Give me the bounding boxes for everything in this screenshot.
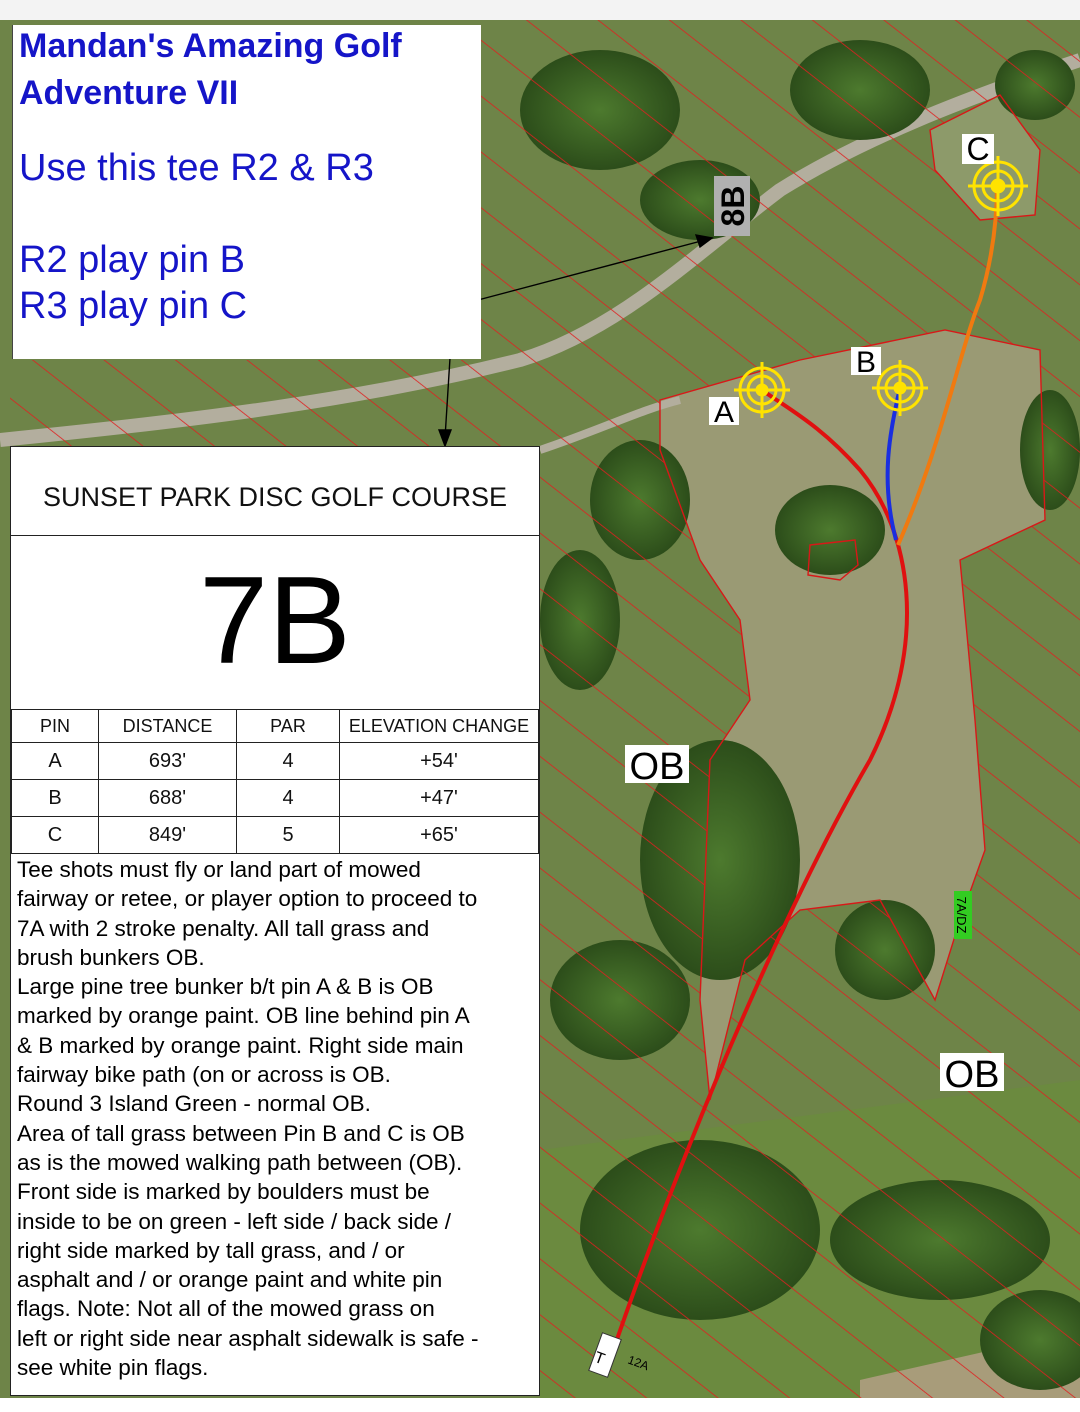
hole-stats-table xyxy=(11,709,539,854)
next-tee-label: 8B xyxy=(715,185,751,227)
pin-cell: A xyxy=(12,743,99,780)
rules-line: Tee shots must fly or land part of mowed xyxy=(17,857,421,882)
elevation-cell: +65' xyxy=(340,817,539,854)
rules-line: Round 3 Island Green - normal OB. xyxy=(17,1091,371,1117)
elevation-cell: +47' xyxy=(340,780,539,817)
next-tee-marker xyxy=(714,176,751,236)
rules-line: & B marked by orange paint. Right side main xyxy=(17,1032,464,1058)
rules-line: right side marked by tall grass, and / or xyxy=(17,1237,405,1263)
col-header-pin: PIN xyxy=(12,710,99,743)
elevation-cell: +54' xyxy=(340,743,539,780)
hole-info-card xyxy=(10,446,540,1396)
col-header-par: PAR xyxy=(237,710,340,743)
pin-a-label: A xyxy=(713,396,735,429)
col-header-distance: DISTANCE xyxy=(99,710,237,743)
distance-cell: 693' xyxy=(99,743,237,780)
tee-ref-label: 12A xyxy=(625,1352,651,1374)
rules-line: fairway bike path (on or across is OB. xyxy=(17,1062,391,1088)
rules-line: asphalt and / or orange paint and white pin xyxy=(17,1267,443,1293)
drop-zone-marker xyxy=(954,891,972,939)
pin-b-label: B xyxy=(855,346,877,379)
distance-cell: 849' xyxy=(99,817,237,854)
pin-cell: C xyxy=(12,817,99,854)
rules-line: 7A with 2 stroke penalty. All tall grass and xyxy=(17,915,430,941)
pin-b-label-box xyxy=(851,346,881,379)
hole-rules-text xyxy=(17,855,537,1382)
table-row xyxy=(12,743,539,780)
table-row xyxy=(12,817,539,854)
ob-label-left: OB xyxy=(629,746,685,788)
col-header-elevation: ELEVATION CHANGE xyxy=(340,710,539,743)
pin-a-label-box xyxy=(709,396,739,429)
event-title-line1: Mandan's Amazing Golf xyxy=(19,27,402,65)
event-title-line2: Adventure VII xyxy=(19,74,239,112)
rules-line: as is the mowed walking path between (OB). xyxy=(17,1149,463,1175)
window-bottom-bar xyxy=(0,1398,1080,1412)
ob-label-right: OB xyxy=(944,1054,1000,1096)
pin-c-label: C xyxy=(966,131,990,167)
round-2-note: R2 play pin B xyxy=(19,239,246,281)
ob-label-left-box xyxy=(625,745,689,788)
rules-line: Front side is marked by boulders must be xyxy=(17,1179,430,1205)
round-3-note: R3 play pin C xyxy=(19,285,248,327)
drop-zone-label: 7A/DZ xyxy=(954,896,969,934)
rules-line: fairway or retee, or player option to proceed to xyxy=(17,886,478,912)
table-header-row xyxy=(12,710,539,743)
table-row xyxy=(12,780,539,817)
par-cell: 4 xyxy=(237,780,340,817)
rules-line: Area of tall grass between Pin B and C is OB xyxy=(17,1120,465,1146)
tee-label: T xyxy=(591,1349,607,1369)
tee-note: Use this tee R2 & R3 xyxy=(19,147,374,189)
distance-cell: 688' xyxy=(99,780,237,817)
ob-label-right-box xyxy=(940,1053,1004,1096)
rules-line: inside to be on green - left side / back side / xyxy=(17,1208,452,1234)
pin-c-label-box xyxy=(962,131,994,167)
hole-number: 7B xyxy=(199,552,351,690)
rules-line: left or right side near asphalt sidewalk is safe - xyxy=(17,1325,479,1351)
hole-header-panel xyxy=(12,25,481,359)
rules-line: see white pin flags. xyxy=(17,1355,209,1381)
rules-line: brush bunkers OB. xyxy=(17,944,205,970)
rules-line: Large pine tree bunker b/t pin A & B is OB xyxy=(17,974,434,1000)
rules-line: marked by orange paint. OB line behind pin A xyxy=(17,1003,470,1029)
par-cell: 4 xyxy=(237,743,340,780)
course-name: SUNSET PARK DISC GOLF COURSE xyxy=(11,447,539,536)
pin-cell: B xyxy=(12,780,99,817)
rules-line: flags. Note: Not all of the mowed grass on xyxy=(17,1296,435,1322)
par-cell: 5 xyxy=(237,817,340,854)
